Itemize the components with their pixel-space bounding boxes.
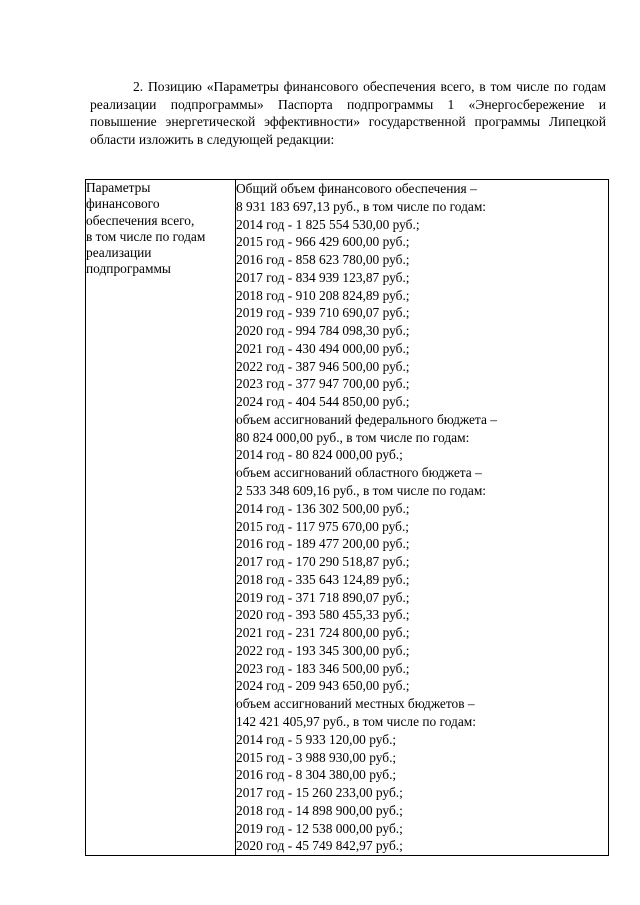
total-year-line: 2020 год - 994 784 098,30 руб.; bbox=[236, 323, 410, 339]
total-year-line: 2019 год - 939 710 690,07 руб.; bbox=[236, 305, 410, 321]
total-year-line: 2015 год - 966 429 600,00 руб.; bbox=[236, 234, 410, 250]
total-heading-line: Общий объем финансового обеспечения – bbox=[236, 181, 477, 196]
total-year-line: 2021 год - 430 494 000,00 руб.; bbox=[236, 340, 410, 356]
regional-year-line: 2022 год - 193 345 300,00 руб.; bbox=[236, 642, 410, 658]
label-line: подпрограммы bbox=[86, 261, 171, 277]
parameter-label-cell bbox=[86, 180, 236, 856]
regional-year-line: 2014 год - 136 302 500,00 руб.; bbox=[236, 500, 410, 516]
total-year-line: 2018 год - 910 208 824,89 руб.; bbox=[236, 287, 410, 303]
local-year-line: 2016 год - 8 304 380,00 руб.; bbox=[236, 767, 397, 783]
total-year-line: 2017 год - 834 939 123,87 руб.; bbox=[236, 269, 410, 285]
regional-year-line: 2024 год - 209 943 650,00 руб.; bbox=[236, 678, 410, 694]
table-row bbox=[86, 180, 609, 856]
total-year-line: 2023 год - 377 947 700,00 руб.; bbox=[236, 376, 410, 392]
federal-amount-line: 80 824 000,00 руб., в том числе по годам: bbox=[236, 429, 470, 445]
label-line: реализации bbox=[86, 245, 152, 261]
regional-year-line: 2017 год - 170 290 518,87 руб.; bbox=[236, 554, 410, 570]
federal-heading-line: объем ассигнований федерального бюджета – bbox=[236, 411, 497, 427]
local-year-line: 2017 год - 15 260 233,00 руб.; bbox=[236, 785, 403, 801]
label-line: в том числе по годам bbox=[86, 228, 206, 244]
total-amount-line: 8 931 183 697,13 руб., в том числе по годам: bbox=[236, 198, 487, 214]
federal-year-line: 2014 год - 80 824 000,00 руб.; bbox=[236, 447, 403, 463]
local-year-line: 2018 год - 14 898 900,00 руб.; bbox=[236, 802, 403, 818]
label-line: Параметры bbox=[86, 180, 151, 195]
regional-heading-line: объем ассигнований областного бюджета – bbox=[236, 465, 482, 481]
local-year-line: 2019 год - 12 538 000,00 руб.; bbox=[236, 820, 403, 836]
label-line: обеспечения всего, bbox=[86, 212, 195, 228]
regional-year-line: 2018 год - 335 643 124,89 руб.; bbox=[236, 571, 410, 587]
total-year-line: 2022 год - 387 946 500,00 руб.; bbox=[236, 358, 410, 374]
total-year-line: 2024 год - 404 544 850,00 руб.; bbox=[236, 394, 410, 410]
regional-amount-line: 2 533 348 609,16 руб., в том числе по годам: bbox=[236, 483, 487, 499]
local-year-line: 2015 год - 3 988 930,00 руб.; bbox=[236, 749, 397, 765]
local-year-line: 2014 год - 5 933 120,00 руб.; bbox=[236, 731, 397, 747]
total-year-line: 2016 год - 858 623 780,00 руб.; bbox=[236, 252, 410, 268]
label-line: финансового bbox=[86, 196, 160, 212]
local-year-line: 2020 год - 45 749 842,97 руб.; bbox=[236, 838, 403, 854]
regional-year-line: 2019 год - 371 718 890,07 руб.; bbox=[236, 589, 410, 605]
regional-year-line: 2020 год - 393 580 455,33 руб.; bbox=[236, 607, 410, 623]
regional-year-line: 2021 год - 231 724 800,00 руб.; bbox=[236, 625, 410, 641]
local-heading-line: объем ассигнований местных бюджетов – bbox=[236, 696, 475, 712]
local-amount-line: 142 421 405,97 руб., в том числе по годам: bbox=[236, 713, 476, 729]
regional-year-line: 2015 год - 117 975 670,00 руб.; bbox=[236, 518, 410, 534]
total-year-line: 2014 год - 1 825 554 530,00 руб.; bbox=[236, 216, 420, 232]
parameter-value-cell bbox=[236, 180, 609, 856]
financing-parameters-table bbox=[85, 179, 609, 856]
regional-year-line: 2016 год - 189 477 200,00 руб.; bbox=[236, 536, 410, 552]
regional-year-line: 2023 год - 183 346 500,00 руб.; bbox=[236, 660, 410, 676]
intro-paragraph: 2. Позицию «Параметры финансового обеспечения всего, в том числе по годам реализации подпрограммы» Паспорта подпрограммы 1 «Энергосбережение и повышение энергетической эффективности» государственной программы Липецкой области изложить в следующей редакции: bbox=[90, 79, 606, 147]
